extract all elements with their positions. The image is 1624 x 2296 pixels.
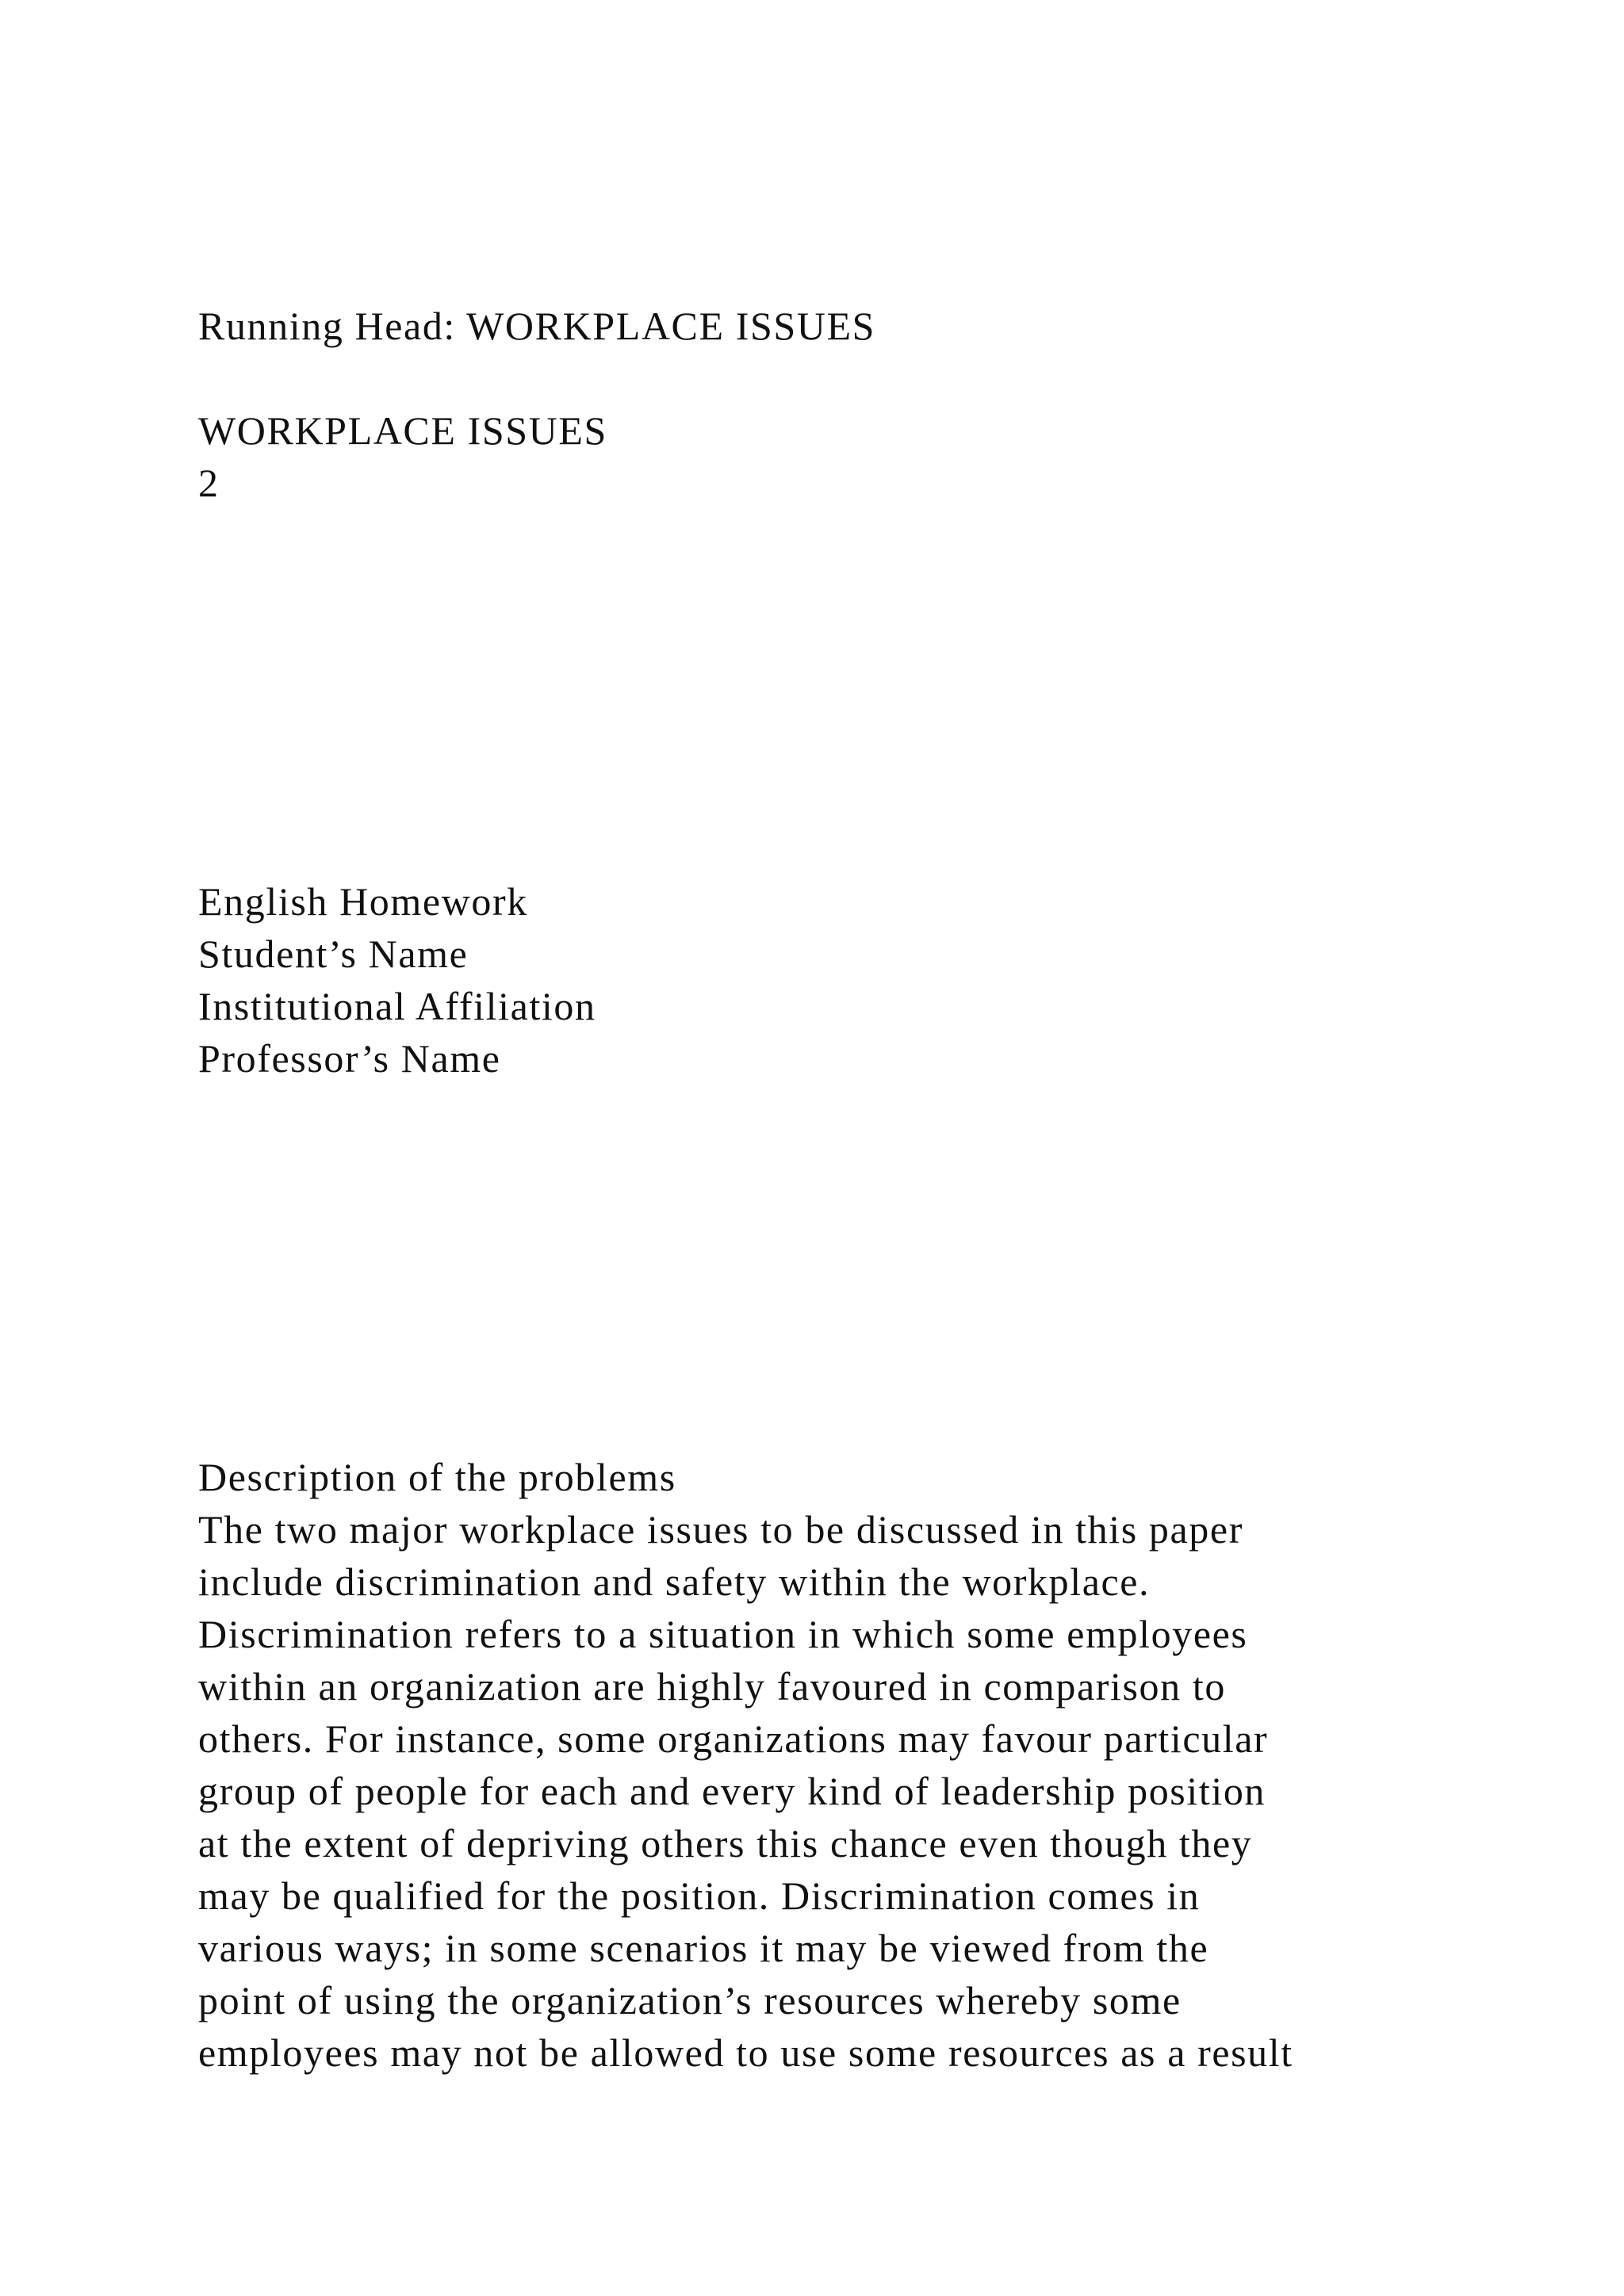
professor-name: Professor’s Name: [198, 1036, 501, 1081]
body-line: The two major workplace issues to be discussed in this paper: [198, 1507, 1243, 1552]
body-line: Discrimination refers to a situation in which some employees: [198, 1612, 1248, 1656]
student-name: Student’s Name: [198, 932, 469, 976]
body-line: within an organization are highly favoured in comparison to: [198, 1664, 1226, 1709]
page-number: 2: [198, 461, 220, 505]
body-line: may be qualified for the position. Discrimination comes in: [198, 1873, 1201, 1918]
body-line: group of people for each and every kind of leadership position: [198, 1769, 1266, 1813]
institutional-affiliation: Institutional Affiliation: [198, 984, 596, 1028]
body-line: various ways; in some scenarios it may be viewed from the: [198, 1926, 1209, 1970]
section-body: [198, 1451, 1293, 2079]
header-title: WORKPLACE ISSUES: [198, 408, 607, 453]
assignment-title: English Homework: [198, 879, 528, 924]
body-line: at the extent of depriving others this chance even though they: [198, 1821, 1253, 1866]
body-line: include discrimination and safety within the workplace.: [198, 1559, 1151, 1604]
title-block: [198, 875, 596, 1085]
body-line: others. For instance, some organizations may favour particular: [198, 1716, 1269, 1761]
section-heading: Description of the problems: [198, 1455, 676, 1499]
body-line: employees may not be allowed to use some resources as a result: [198, 2030, 1293, 2075]
running-head: Running Head: WORKPLACE ISSUES: [198, 304, 876, 348]
body-line: point of using the organization’s resources whereby some: [198, 1978, 1182, 2022]
